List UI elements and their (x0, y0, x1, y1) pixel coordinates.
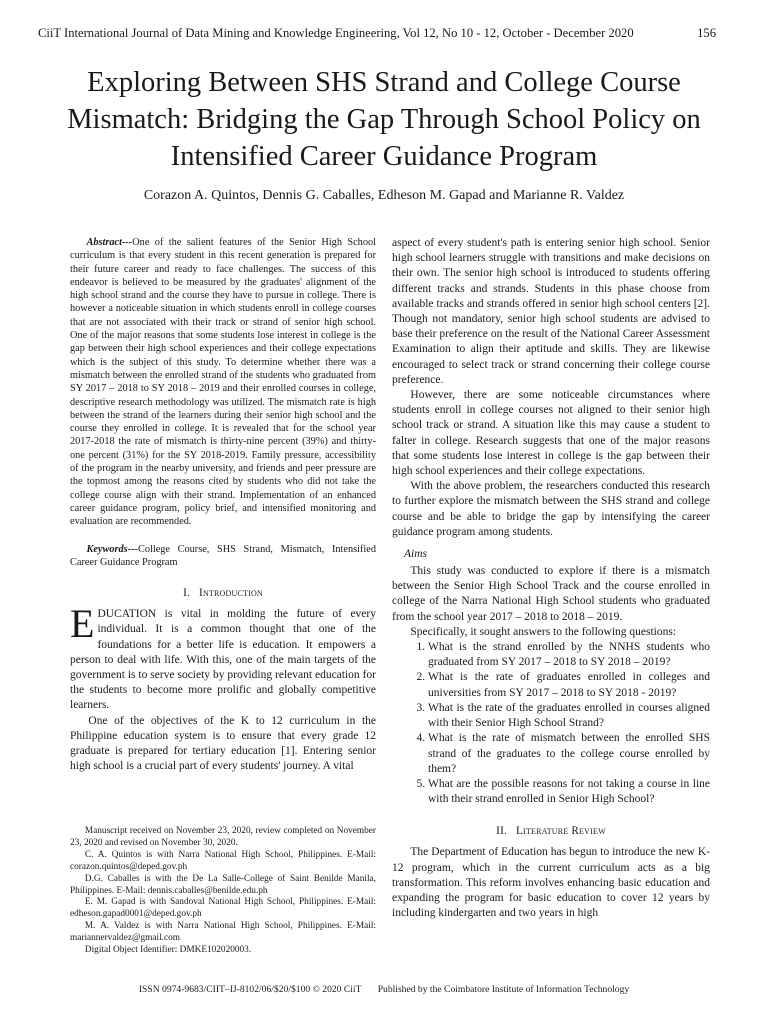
section-number: I. (183, 587, 191, 600)
intro-paragraph-2: One of the objectives of the K to 12 curriculum in the Philippine education system is to ensure that every grade 12 graduate is prepared for tertiary education [1]. Entering senior high school is a crucial part of every students' journey. A vital (70, 714, 376, 773)
specific-questions-intro: Specifically, it sought answers to the following questions: (410, 625, 677, 638)
page-number: 156 (697, 26, 716, 40)
list-item: 2. What is the rate of graduates enrolled in colleges and universities from SY 2017 – 2018 to SY 2018 - 2019? (428, 670, 710, 700)
page-footer (0, 984, 768, 995)
footnote: Digital Object Identifier: DMKE102020003. (84, 945, 252, 956)
left-column (70, 236, 376, 774)
section-heading-literature-review (392, 825, 710, 837)
right-column (392, 236, 710, 921)
abstract-text: One of the salient features of the Senior High School curriculum is that every student in this recent generation is prepared for their future career and ready to face challenges. The success of this endeavor is believed to be measured by the graduates' alignment of the high school strand and the course they have to pursue in college. There is however a noticeable situation in which students enroll in college courses that are not associated with their track or strand of senior high school. One of the major reasons that some students lose interest in college is the gap between their high school experiences and their college expectations which is the subject of this study. To determine whether there was a mismatch between the enrolled strand of the students who graduated from SY 2017 – 2018 to SY 2018 – 2019 and their enrolled courses in college, descriptive research methodology was utilized. The mismatch rate is high between the strand of the learners during their senior high school and the course they enrolled in college. It is revealed that for the school year 2017-2018 the rate of mismatch is thirty-nine percent (39%) and thirty-one percent (31%) for the SY 2018-2019. Family pressure, accessibility of the program in the nearby university, and friends and peer pressure are the topmost among the reasons cited by students who did not take the college course align with their strand. Implementation of an enhanced career guidance program, policy brief, and intensified monitoring and evaluation are recommended. (70, 237, 376, 528)
list-item: 3. What is the rate of the graduates enrolled in courses aligned with their Senior High School Strand? (428, 701, 710, 731)
body-paragraph: aspect of every student's path is entering senior high school. Senior high school learners struggle with transitions and make decisions on their own. The senior high school is introduced to students offering different tracks and strands. Students in this phase choose from available tracks and strands offered in senior high school centers [2]. Though not mandatory, senior high school students are advised to base their preference on the result of the National Career Assessment Examination to align their aptitude and skills. They are likewise encouraged to select track or strand concerning their college course preference. (392, 237, 710, 386)
list-item: 4. What is the rate of mismatch between the enrolled SHS strand of the graduates to the college course enrolled by them? (428, 731, 710, 777)
keywords (70, 543, 376, 570)
drop-cap: E (70, 601, 95, 647)
body-paragraph: However, there are some noticeable circumstances where students enroll in college courses not aligned to their senior high school track or strand. A situation like this may cause a student to falter in college. Research suggests that one of the major reasons that some students lose interest in college is the gap between their high school experiences and their college expectations. (392, 389, 710, 478)
issn-text: ISSN 0974-9683/CIIT–IJ-8102/06/$20/$100 © 2020 CiiT (138, 984, 362, 995)
research-questions-list (392, 640, 710, 807)
footnote: E. M. Gapad is with Sandoval National High School, Philippines. E-Mail: edheson.gapad0001@deped.gov.ph (70, 897, 376, 920)
aims-heading: Aims (404, 548, 427, 561)
section-title: Literature Review (516, 825, 606, 838)
section-heading-introduction (70, 587, 376, 599)
list-item: 1. What is the strand enrolled by the NNHS students who graduated from SY 2017 – 2018 to SY 2018 – 2019? (428, 640, 710, 670)
footnote: C. A. Quintos is with Narra National High School, Philippines. E-Mail: corazon.quintos@deped.gov.ph (70, 849, 376, 872)
keywords-label: Keywords--- (86, 543, 138, 555)
abstract (70, 236, 376, 529)
aims-paragraph: This study was conducted to explore if there is a mismatch between the Senior High School Track and the course enrolled in college of the Narra National High School students who graduated from the school year 2017 – 2018 to 2018 – 2019. (392, 565, 710, 623)
paper-title: Exploring Between SHS Strand and College Course Mismatch: Bridging the Gap Through School Policy on Intensified Career Guidance Program (67, 67, 701, 172)
intro-paragraph-text: DUCATION is vital in molding the future of every individual. It is a common thought that one of the foundations for a better life is education. It empowers a person to deal with life. With this, one of the main targets of the government is to serve society by providing relevant education for the students to become more prolific and globally competitive learners. (70, 608, 376, 712)
intro-paragraph (70, 601, 376, 713)
section-number: II. (496, 825, 508, 838)
author-list: Corazon A. Quintos, Dennis G. Caballes, Edheson M. Gapad and Marianne R. Valdez (143, 188, 625, 203)
running-header (38, 26, 716, 41)
footnote: M. A. Valdez is with Narra National High School, Philippines. E-Mail: mariannervaldez@gmail.com (70, 921, 376, 944)
keywords-text: College Course, SHS Strand, Mismatch, Intensified Career Guidance Program (70, 543, 376, 568)
footnote: Manuscript received on November 23, 2020, review completed on November 23, 2020 and revised on November 30, 2020. (70, 826, 376, 848)
publisher-text: Published by the Coimbatore Institute of Information Technology (377, 984, 630, 995)
list-item: 5. What are the possible reasons for not taking a course in line with their strand enrolled in Senior High School? (428, 777, 710, 807)
footnote: D.G. Caballes is with the De La Salle-College of Saint Benilde Manila, Philippines. E-Mail: dennis.caballes@benilde.edu.ph (70, 873, 376, 896)
body-paragraph: The Department of Education has begun to introduce the new K-12 program, which in the current curriculum acts as a big transformation. This reform involves enhancing basic education and expanding the program for basic education to cover 12 years by including kindergarten and two years in high (392, 846, 710, 920)
abstract-label: Abstract--- (86, 237, 133, 248)
footnotes (70, 826, 376, 957)
section-title: Introduction (199, 587, 263, 600)
journal-citation: CiiT International Journal of Data Mining and Knowledge Engineering, Vol 12, No 10 - 12, October - December 2020 (38, 26, 634, 40)
body-paragraph: With the above problem, the researchers conducted this research to further explore the mismatch between the SHS strand and college course and be able to bridge the gap by intensifying the career guidance program among students. (392, 480, 710, 538)
